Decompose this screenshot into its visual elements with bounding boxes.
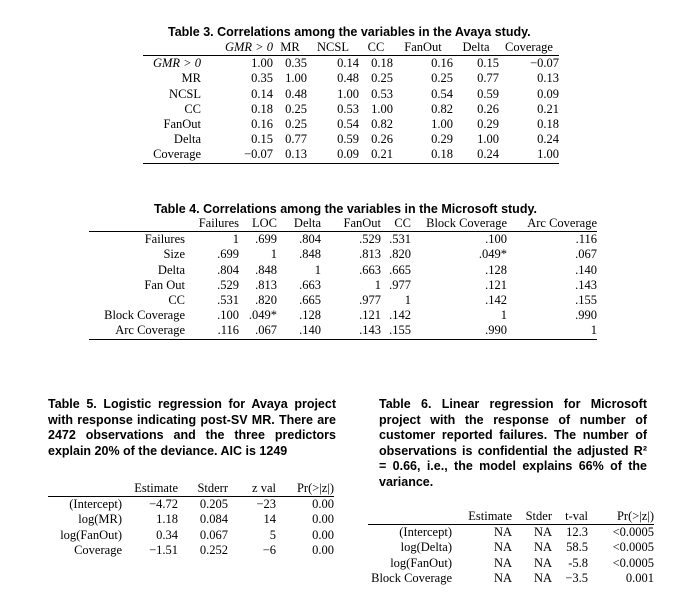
table6-col-header: t-val — [552, 509, 588, 525]
table3-cell: 0.77 — [477, 71, 499, 86]
table5-cell: 0.00 — [312, 512, 334, 527]
table6-cell: NA — [533, 570, 552, 585]
table5-row-label: (Intercept) — [69, 497, 122, 512]
table3-row — [143, 117, 559, 132]
table5-cell: 5 — [269, 527, 276, 542]
table3-row-label: NCSL — [169, 86, 201, 101]
table5-cell: 0.00 — [312, 542, 334, 557]
table4-cell: .121 — [359, 308, 381, 323]
table4-row-label: Arc Coverage — [89, 323, 185, 339]
table3-cell: 0.59 — [337, 132, 359, 147]
table5-row — [48, 497, 334, 513]
table4-cell: .128 — [485, 262, 507, 277]
table5-cell: 0.084 — [199, 512, 228, 527]
table6-cell: NA — [533, 555, 552, 570]
table3-col-header: NCSL — [307, 40, 359, 56]
table6-row — [368, 525, 654, 541]
table3-row-label: MR — [181, 71, 201, 86]
table4-cell: .142 — [389, 308, 411, 323]
table5-header-row — [48, 481, 334, 497]
table4-cell: .848 — [299, 247, 321, 262]
table3-cell: 0.14 — [251, 86, 273, 101]
table3-col-header: MR — [273, 40, 307, 56]
table4-col-header: FanOut — [321, 216, 381, 232]
table6-cell: 12.3 — [566, 525, 588, 540]
table5-cell: 0.252 — [199, 542, 228, 557]
table5-caption: Table 5. Logistic regression for Avaya project with response indicating post-SV MR. There are 2472 observations and the three predictors explain 20% of the deviance. AIC is 1249 — [48, 397, 336, 458]
table4 — [89, 216, 597, 340]
table3-cell: 1.00 — [285, 71, 307, 86]
table3-cell: 0.77 — [285, 132, 307, 147]
table6-row — [368, 571, 654, 586]
table4-cell: .990 — [411, 323, 507, 339]
table6-caption: Table 6. Linear regression for Microsoft project with the response of number of customer reported failures. The number of observations is confidential the adjusted R² = 0.66, i.e., the model explains 66% of the variance. — [379, 397, 647, 489]
table4-row-label: Size — [163, 247, 185, 262]
table6-row-label: Block Coverage — [371, 570, 452, 585]
table3-cell: 0.82 — [431, 101, 453, 116]
table6-col-header: Pr(>|z|) — [588, 509, 654, 525]
table4-cell: .140 — [575, 262, 597, 277]
table3-cell: 0.53 — [337, 101, 359, 116]
table3-cell: −0.07 — [530, 56, 559, 71]
table4-col-header: Delta — [277, 216, 321, 232]
table4-cell: .067 — [575, 247, 597, 262]
table6-cell: NA — [493, 540, 512, 555]
table4-row — [89, 232, 597, 248]
table3-cell: 0.15 — [251, 132, 273, 147]
table3-cell: 0.59 — [477, 86, 499, 101]
table5 — [48, 481, 334, 558]
table5-row — [48, 543, 334, 558]
table3-row — [143, 132, 559, 147]
table3-cell: 0.24 — [537, 132, 559, 147]
table4-cell: 1 — [270, 247, 277, 262]
table6-col-header: Stder — [512, 509, 552, 525]
table3-cell: 1.00 — [337, 86, 359, 101]
table3-cell: 1.00 — [371, 101, 393, 116]
table5-cell: −1.51 — [149, 542, 178, 557]
table4-cell: .049* — [478, 247, 507, 262]
table4-cell: 1 — [232, 232, 239, 247]
table4-cell: .665 — [299, 293, 321, 308]
table4-cell: .665 — [389, 262, 411, 277]
table3-cell: 0.13 — [537, 71, 559, 86]
table4-cell: .100 — [485, 232, 507, 247]
table5-col-header: Pr(>|z|) — [276, 481, 334, 497]
table4-row-label: Delta — [157, 262, 185, 277]
table4-row-label: CC — [168, 293, 185, 308]
table3-cell: 0.18 — [251, 101, 273, 116]
table3 — [143, 40, 559, 164]
table4-row-label: Block Coverage — [104, 308, 185, 323]
table3-cell: 0.54 — [431, 86, 453, 101]
table6-cell: NA — [493, 555, 512, 570]
table3-cell: 1.00 — [499, 147, 559, 163]
table5-cell: 1.18 — [156, 512, 178, 527]
table6-row — [368, 556, 654, 571]
table5-cell: 0.205 — [199, 497, 228, 512]
table4-cell: .529 — [217, 277, 239, 292]
table3-cell: 0.21 — [359, 147, 393, 163]
table3-cell: 0.25 — [431, 71, 453, 86]
table3-cell: 1.00 — [431, 117, 453, 132]
table5-cell: −4.72 — [149, 497, 178, 512]
table4-row — [89, 247, 597, 262]
table3-row-label: Coverage — [143, 147, 201, 163]
table5-row-label: log(FanOut) — [60, 527, 122, 542]
table4-caption: Table 4. Correlations among the variables in the Microsoft study. — [154, 202, 537, 216]
table6-header-row — [368, 509, 654, 525]
table3-cell: 0.18 — [393, 147, 453, 163]
table6-row-label: log(Delta) — [400, 540, 452, 555]
table4-col-header: Arc Coverage — [507, 216, 597, 232]
table5-col-header: Stderr — [178, 481, 228, 497]
table5-col-header: Estimate — [122, 481, 178, 497]
table4-col-header: Block Coverage — [411, 216, 507, 232]
table4-cell: .848 — [255, 262, 277, 277]
table4-cell: .699 — [255, 232, 277, 247]
table3-cell: 0.53 — [371, 86, 393, 101]
table3-col-header: FanOut — [393, 40, 453, 56]
table3-cell: 0.25 — [285, 101, 307, 116]
table4-cell: 1 — [507, 323, 597, 339]
table3-header-row — [143, 40, 559, 56]
table3-row-label: GMR > 0 — [152, 56, 201, 71]
table4-cell: .663 — [299, 277, 321, 292]
table4-row-label: Fan Out — [144, 277, 185, 292]
table4-cell: .977 — [389, 277, 411, 292]
table3-row — [143, 71, 559, 86]
table6-cell: <0.0005 — [612, 555, 654, 570]
table3-cell: −0.07 — [201, 147, 273, 163]
table3-row — [143, 87, 559, 102]
table4-cell: .663 — [359, 262, 381, 277]
table3-row — [143, 147, 559, 163]
table3-col-header: Coverage — [499, 40, 559, 56]
table6-row-label: log(FanOut) — [390, 555, 452, 570]
table5-cell: 14 — [263, 512, 276, 527]
table5-row — [48, 528, 334, 543]
table4-cell: .116 — [185, 323, 239, 339]
table4-cell: .529 — [359, 232, 381, 247]
table4-cell: 1 — [500, 308, 507, 323]
table4-cell: .813 — [255, 277, 277, 292]
table3-cell: 0.26 — [477, 101, 499, 116]
table4-cell: .155 — [575, 293, 597, 308]
table3-cell: 0.35 — [251, 71, 273, 86]
table3-cell: 0.16 — [431, 56, 453, 71]
table4-cell: .990 — [575, 308, 597, 323]
table3-cell: 0.13 — [273, 147, 307, 163]
table4-header-row — [89, 216, 597, 232]
table6-cell: 58.5 — [566, 540, 588, 555]
table3-cell: 1.00 — [477, 132, 499, 147]
table3-row-label: Delta — [173, 132, 201, 147]
table3-caption: Table 3. Correlations among the variables in the Avaya study. — [168, 25, 531, 39]
table5-cell: 0.00 — [312, 527, 334, 542]
table3-cell: 0.21 — [537, 101, 559, 116]
table3-col-header: GMR > 0 — [201, 40, 273, 56]
table4-cell: .977 — [359, 293, 381, 308]
table3-cell: 0.09 — [307, 147, 359, 163]
table4-row-label: Failures — [144, 232, 185, 247]
table4-cell: .820 — [389, 247, 411, 262]
table4-cell: .128 — [299, 308, 321, 323]
table3-cell: 0.24 — [453, 147, 499, 163]
table3-cell: 0.82 — [371, 117, 393, 132]
table4-cell: .140 — [277, 323, 321, 339]
table4-cell: .155 — [381, 323, 411, 339]
table6-cell: -5.8 — [568, 555, 588, 570]
table5-row — [48, 512, 334, 527]
table3-cell: 0.09 — [537, 86, 559, 101]
table3-cell: 0.35 — [285, 56, 307, 71]
table4-row — [89, 323, 597, 339]
table5-row-label: Coverage — [74, 542, 122, 557]
table4-cell: .143 — [321, 323, 381, 339]
table6 — [368, 509, 654, 586]
table3-cell: 0.26 — [371, 132, 393, 147]
table5-cell: 0.00 — [312, 497, 334, 512]
table3-row-label: CC — [184, 101, 201, 116]
table6-cell: 0.001 — [625, 570, 654, 585]
table4-cell: .699 — [217, 247, 239, 262]
table3-cell: 0.18 — [537, 117, 559, 132]
table4-cell: .804 — [299, 232, 321, 247]
table3-row — [143, 102, 559, 117]
table4-col-header: LOC — [239, 216, 277, 232]
table6-cell: <0.0005 — [612, 525, 654, 540]
table6-cell: NA — [493, 525, 512, 540]
table5-cell: 0.067 — [199, 527, 228, 542]
table4-cell: .143 — [575, 277, 597, 292]
table5-row-label: log(MR) — [78, 512, 122, 527]
table6-col-header: Estimate — [452, 509, 512, 525]
table4-cell: 1 — [374, 277, 381, 292]
table3-cell: 1.00 — [251, 56, 273, 71]
table6-cell: <0.0005 — [612, 540, 654, 555]
table6-cell: −3.5 — [565, 570, 588, 585]
table4-cell: .049* — [248, 308, 277, 323]
table4-cell: .820 — [255, 293, 277, 308]
table4-cell: .531 — [217, 293, 239, 308]
table3-cell: 0.25 — [371, 71, 393, 86]
table3-col-header: Delta — [453, 40, 499, 56]
table3-cell: 0.25 — [285, 117, 307, 132]
table4-row — [89, 263, 597, 278]
table3-cell: 0.48 — [337, 71, 359, 86]
table4-cell: 1 — [314, 262, 321, 277]
table3-cell: 0.29 — [431, 132, 453, 147]
table4-cell: .804 — [217, 262, 239, 277]
table3-cell: 0.15 — [477, 56, 499, 71]
table4-cell: 1 — [404, 293, 411, 308]
table6-cell: NA — [493, 570, 512, 585]
table4-col-header: CC — [381, 216, 411, 232]
table6-row — [368, 540, 654, 555]
table6-row-label: (Intercept) — [399, 525, 452, 540]
table5-col-header: z val — [228, 481, 276, 497]
table3-cell: 0.48 — [285, 86, 307, 101]
table5-cell: −23 — [256, 497, 276, 512]
table4-cell: .813 — [359, 247, 381, 262]
table5-cell: 0.34 — [156, 527, 178, 542]
table4-cell: .100 — [217, 308, 239, 323]
table4-cell: .067 — [239, 323, 277, 339]
table4-cell: .142 — [485, 293, 507, 308]
table3-cell: 0.14 — [337, 56, 359, 71]
table3-cell: 0.54 — [337, 117, 359, 132]
table3-row — [143, 56, 559, 72]
table5-cell: −6 — [262, 542, 276, 557]
table3-cell: 0.16 — [251, 117, 273, 132]
table4-cell: .531 — [389, 232, 411, 247]
table4-row — [89, 278, 597, 293]
table6-cell: NA — [533, 540, 552, 555]
table3-cell: 0.18 — [371, 56, 393, 71]
table4-cell: .116 — [575, 232, 597, 247]
table3-cell: 0.29 — [477, 117, 499, 132]
table4-row — [89, 293, 597, 308]
table6-cell: NA — [533, 525, 552, 540]
table3-row-label: FanOut — [163, 117, 201, 132]
table4-row — [89, 308, 597, 323]
table4-cell: .121 — [485, 277, 507, 292]
table4-col-header: Failures — [185, 216, 239, 232]
table3-col-header: CC — [359, 40, 393, 56]
